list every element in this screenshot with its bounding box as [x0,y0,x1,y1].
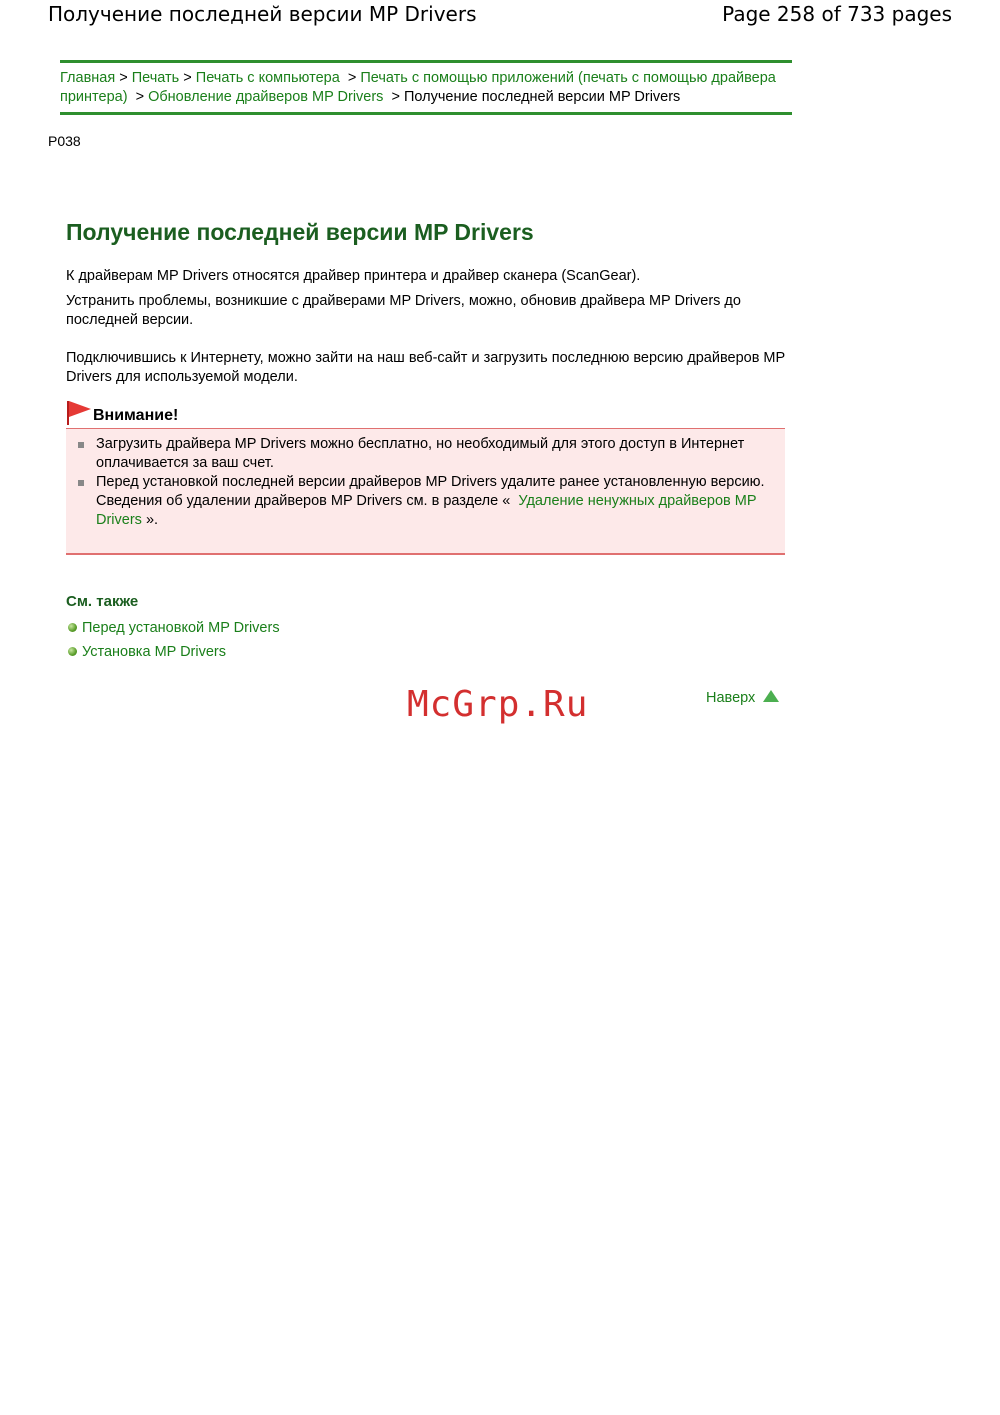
breadcrumb-current: Получение последней версии MP Drivers [404,89,681,105]
breadcrumb-link-print-from-computer[interactable]: Печать с компьютера [195,70,340,86]
notice-box [66,428,785,555]
breadcrumb-separator: > [119,70,128,86]
breadcrumb-link-home[interactable]: Главная [60,70,116,86]
related-link-item [68,620,280,636]
notice-item-text: Сведения об удалении драйверов MP Drivers см. в разделе « [96,493,511,509]
breadcrumb-separator: > [391,89,400,105]
breadcrumb-link-print-with-apps[interactable]: Печать с помощью приложений (печать с помощью драйвера принтера) [60,70,776,105]
page-code: P038 [48,133,81,149]
notice-item-text: Загрузить драйвера MP Drivers можно бесплатно, но необходимый для этого доступ в Интернет оплачивается за ваш счет. [96,436,745,471]
page-counter: Page 258 of 733 pages [722,2,952,26]
breadcrumb-separator: > [135,89,145,105]
red-flag-icon [66,400,92,426]
intro-paragraph: К драйверам MP Drivers относятся драйвер принтера и драйвер сканера (ScanGear). [66,268,641,284]
notice-item-text: Перед установкой последней версии драйверов MP Drivers удалите ранее установленную версию. [96,474,765,490]
back-to-top-link[interactable]: Наверх [706,690,756,706]
remove-drivers-link[interactable]: Удаление ненужных драйверов MP Drivers [96,493,757,528]
related-link-install[interactable]: Установка MP Drivers [82,644,226,660]
notice-list [76,435,766,530]
body-paragraph: Подключившись к Интернету, можно зайти на наш веб-сайт и загрузить последнюю версию драйверов MP Drivers для используемой модели. [66,350,785,385]
list-item [76,435,766,473]
related-link-before-install[interactable]: Перед установкой MP Drivers [82,620,280,636]
document-header-title: Получение последней версии MP Drivers [48,2,477,26]
notice-label: Внимание! [93,407,179,424]
green-bullet-icon [68,647,77,656]
related-link-item [68,644,226,660]
breadcrumb-separator: > [183,70,192,86]
list-item [76,473,766,530]
arrow-up-icon[interactable] [763,690,779,702]
back-to-top[interactable] [706,690,779,706]
watermark: McGrp.Ru [407,684,589,725]
green-bullet-icon [68,623,77,632]
notice-item-text: ». [145,512,159,528]
square-bullet-icon [78,480,84,486]
body-paragraph: Устранить проблемы, возникшие с драйверами MP Drivers, можно, обновив драйвера MP Drivers до последней версии. [66,293,741,328]
page-title: Получение последней версии MP Drivers [66,219,534,245]
square-bullet-icon [78,442,84,448]
breadcrumb [60,60,792,115]
breadcrumb-link-update-drivers[interactable]: Обновление драйверов MP Drivers [148,89,384,105]
breadcrumb-separator: > [347,70,357,86]
breadcrumb-link-print[interactable]: Печать [131,70,180,86]
see-also-heading: См. также [66,593,139,610]
